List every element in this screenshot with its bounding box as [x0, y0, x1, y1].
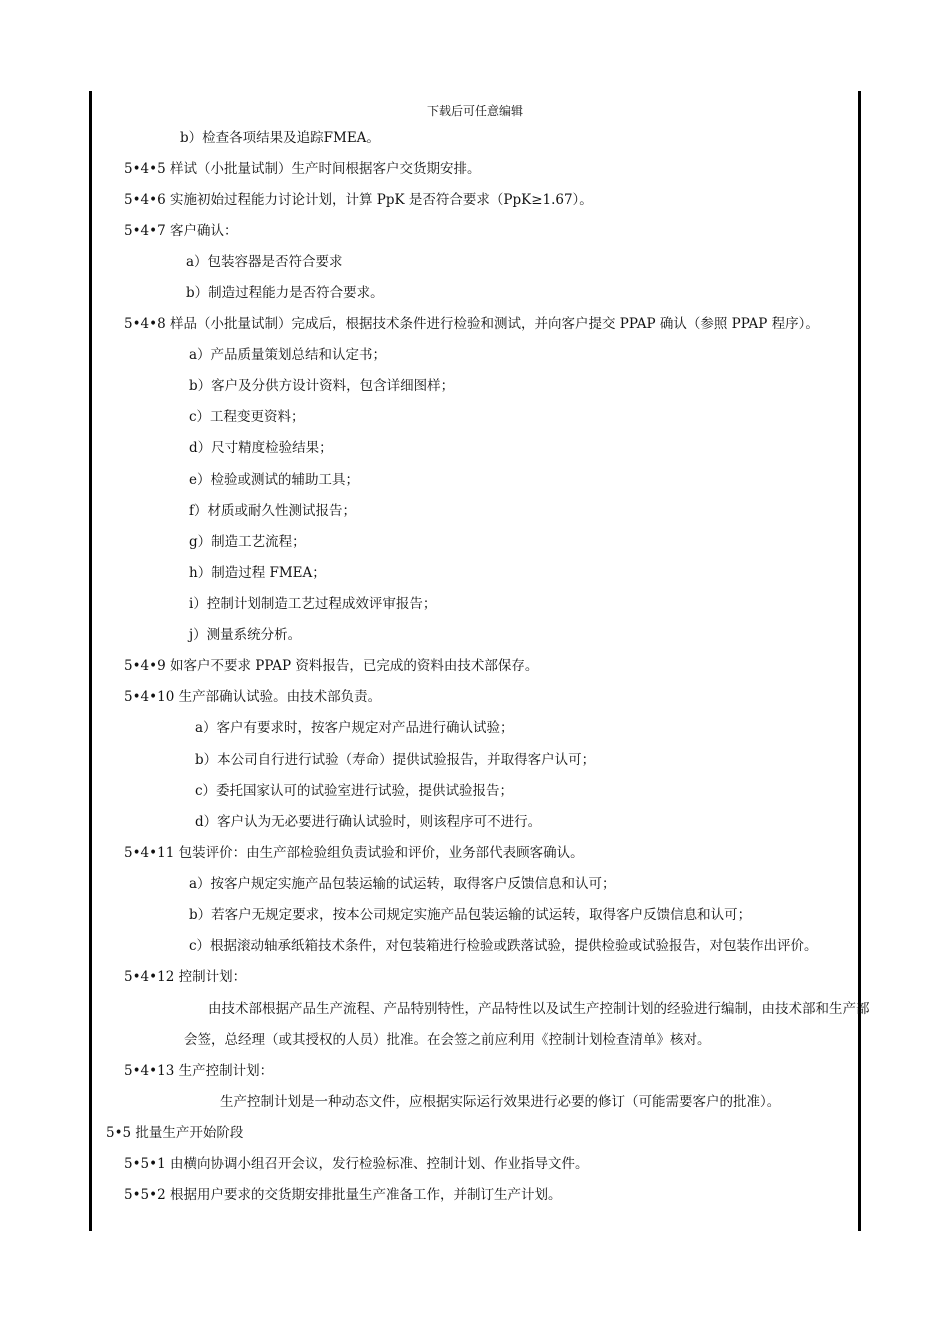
text-line: 5•4•13 生产控制计划： — [124, 1063, 274, 1079]
page-frame-left-border — [89, 91, 92, 1231]
text-line: 5•5 批量生产开始阶段 — [106, 1125, 244, 1141]
text-line: 5•4•10 生产部确认试验。由技术部负责。 — [124, 689, 382, 705]
page-frame-right-border — [858, 91, 861, 1231]
text-line: d）客户认为无必要进行确认试验时，则该程序可不进行。 — [195, 814, 542, 830]
text-line: 5•5•1 由横向协调小组召开会议，发行检验标准、控制计划、作业指导文件。 — [124, 1156, 589, 1172]
text-line: 生产控制计划是一种动态文件，应根据实际运行效果进行必要的修订（可能需要客户的批准）。 — [220, 1094, 781, 1110]
text-line: 会签，总经理（或其授权的人员）批准。在会签之前应利用《控制计划检查清单》核对。 — [184, 1032, 711, 1048]
text-line: g）制造工艺流程； — [189, 534, 306, 550]
text-line: e）检验或测试的辅助工具； — [189, 472, 359, 488]
text-line: j）测量系统分析。 — [189, 627, 302, 643]
text-line: b）客户及分供方设计资料，包含详细图样； — [189, 378, 455, 394]
text-line: 5•5•2 根据用户要求的交货期安排批量生产准备工作，并制订生产计划。 — [124, 1187, 562, 1203]
text-line: h）制造过程 FMEA； — [189, 565, 326, 581]
text-line: f）材质或耐久性测试报告； — [189, 503, 356, 519]
text-line: c）委托国家认可的试验室进行试验，提供试验报告； — [195, 783, 514, 799]
text-line: i）控制计划制造工艺过程成效评审报告； — [189, 596, 437, 612]
text-line: 5•4•9 如客户不要求 PPAP 资料报告，已完成的资料由技术部保存。 — [124, 658, 539, 674]
page-header: 下载后可任意编辑 — [426, 104, 523, 118]
text-line: b）检查各项结果及追踪FMEA。 — [180, 130, 380, 146]
text-line: 5•4•8 样品（小批量试制）完成后，根据技术条件进行检验和测试，并向客户提交 PPAP 确认（参照 PPAP 程序）。 — [124, 316, 819, 332]
text-line: a）按客户规定实施产品包装运输的试运转，取得客户反馈信息和认可； — [189, 876, 616, 892]
text-line: c）根据滚动轴承纸箱技术条件，对包装箱进行检验或跌落试验，提供检验或试验报告，对包装作出评价。 — [189, 938, 818, 954]
text-line: 由技术部根据产品生产流程、产品特别特性，产品特性以及试生产控制计划的经验进行编制，由技术部和生产部 — [208, 1001, 870, 1017]
text-line: 5•4•11 包装评价：由生产部检验组负责试验和评价，业务部代表顾客确认。 — [124, 845, 584, 861]
text-line: b）制造过程能力是否符合要求。 — [186, 285, 384, 301]
text-line: 5•4•5 样试（小批量试制）生产时间根据客户交货期安排。 — [124, 161, 481, 177]
text-line: b）本公司自行进行试验（寿命）提供试验报告，并取得客户认可； — [195, 752, 596, 768]
text-line: b）若客户无规定要求，按本公司规定实施产品包装运输的试运转，取得客户反馈信息和认可； — [189, 907, 752, 923]
text-line: c）工程变更资料； — [189, 409, 305, 425]
text-line: 5•4•12 控制计划： — [124, 969, 247, 985]
text-line: a）产品质量策划总结和认定书； — [189, 347, 387, 363]
text-line: a）包装容器是否符合要求 — [186, 254, 343, 270]
text-line: 5•4•7 客户确认： — [124, 223, 238, 239]
text-line: 5•4•6 实施初始过程能力讨论计划，计算 PpK 是否符合要求（PpK≥1.67）。 — [124, 192, 593, 208]
text-line: a）客户有要求时，按客户规定对产品进行确认试验； — [195, 720, 514, 736]
text-line: d）尺寸精度检验结果； — [189, 440, 333, 456]
